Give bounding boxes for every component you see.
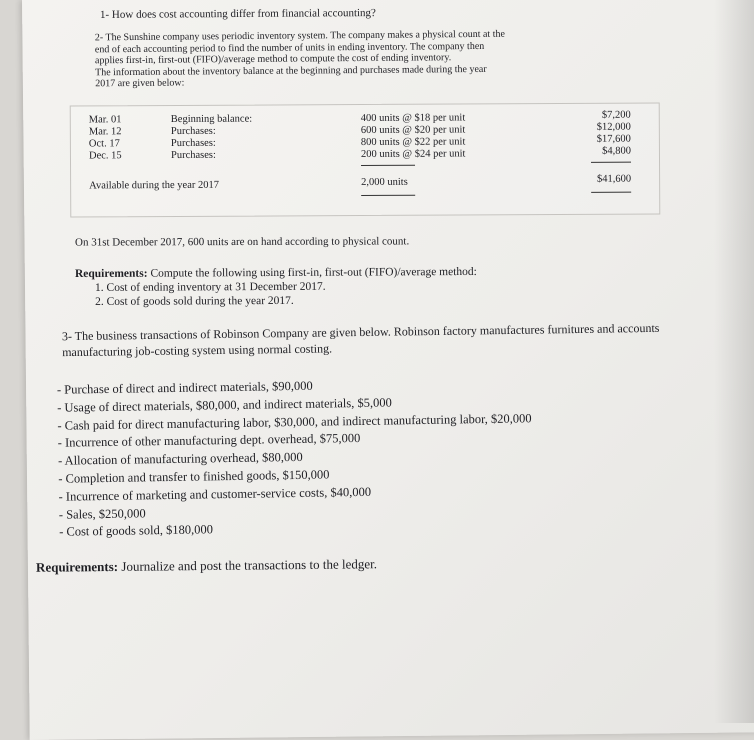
amount-underline: [591, 162, 631, 163]
transaction-item: - Usage of direct materials, $80,000, and indirect materials, $5,000: [57, 395, 392, 415]
row-date: Mar. 12: [88, 126, 122, 138]
row-amount: $12,000: [596, 121, 631, 133]
transaction-item: - Sales, $250,000: [58, 505, 146, 522]
row-type: Purchases:: [170, 125, 216, 138]
requirement-item: 1. Cost of ending inventory at 31 December 2017.: [94, 280, 326, 294]
row-date: Dec. 15: [88, 150, 122, 162]
requirements-2-heading: [75, 265, 477, 281]
page-edge-shadow: [714, 0, 754, 723]
row-type: Purchases:: [170, 137, 216, 150]
transaction-item: - Completion and transfer to finished goods, $150,000: [58, 467, 330, 486]
transaction-item: - Cost of goods sold, $180,000: [59, 522, 214, 540]
transaction-item: - Incurrence of marketing and customer-service costs, $40,000: [58, 484, 372, 504]
row-units: 800 units @ $22 per unit: [360, 136, 466, 149]
on-hand-statement: On 31st December 2017, 600 units are on hand according to physical count.: [74, 235, 410, 249]
question-2-line: applies first-in, first-out (FIFO)/average method to compute the cost of ending inventory.: [94, 52, 452, 67]
requirements-label: Requirements:: [74, 267, 148, 281]
question-2-line: 2017 are given below:: [95, 77, 185, 90]
row-amount: $17,600: [596, 133, 631, 145]
requirement-item: 2. Cost of goods sold during the year 2017.: [95, 294, 294, 308]
units-total-underline: [361, 195, 415, 196]
total-label: Available during the year 2017: [89, 179, 220, 192]
transaction-item: - Cash paid for direct manufacturing labor, $30,000, and indirect manufacturing labor, $20,000: [57, 410, 532, 433]
row-type: Beginning balance:: [170, 113, 253, 126]
requirements-text: Compute the following using first-in, first-out (FIFO)/average method:: [147, 265, 477, 280]
row-date: Oct. 17: [88, 138, 120, 150]
row-units: 400 units @ $18 per unit: [360, 112, 466, 125]
row-type: Purchases:: [170, 149, 216, 162]
requirements-label: Requirements:: [35, 558, 119, 575]
row-units: 200 units @ $24 per unit: [360, 148, 466, 161]
units-underline: [361, 165, 415, 166]
total-units: 2,000 units: [361, 176, 408, 189]
row-amount: $7,200: [601, 109, 631, 121]
transaction-item: - Purchase of direct and indirect materials, $90,000: [56, 378, 313, 397]
question-2-line: end of each accounting period to find the number of units in ending inventory. The company then: [94, 40, 485, 55]
transaction-item: - Incurrence of other manufacturing dept. overhead, $75,000: [57, 431, 361, 451]
question-2: [95, 28, 625, 90]
transaction-item: - Allocation of manufacturing overhead, $80,000: [57, 450, 303, 468]
requirements-2: [75, 265, 477, 309]
transactions-list: [57, 374, 534, 542]
question-3: 3- The business transactions of Robinson Company are given below. Robinson factory manufactures furnitures and accounts manufacturing job-costing system using normal costing.: [61, 320, 660, 360]
row-amount: $4,800: [602, 145, 631, 157]
question-2-line: 2- The Sunshine company uses periodic inventory system. The company makes a physical count at the: [94, 28, 505, 44]
row-units: 600 units @ $20 per unit: [360, 124, 466, 137]
amount-total-underline: [591, 192, 631, 193]
total-amount: $41,600: [596, 173, 632, 185]
requirements-text: Journalize and post the transactions to the ledger.: [118, 556, 378, 574]
inventory-table: [70, 102, 661, 217]
row-date: Mar. 01: [88, 114, 122, 126]
question-2-line: The information about the inventory balance at the beginning and purchases made during the year: [95, 63, 487, 78]
question-1: 1- How does cost accounting differ from financial accounting?: [99, 7, 376, 21]
